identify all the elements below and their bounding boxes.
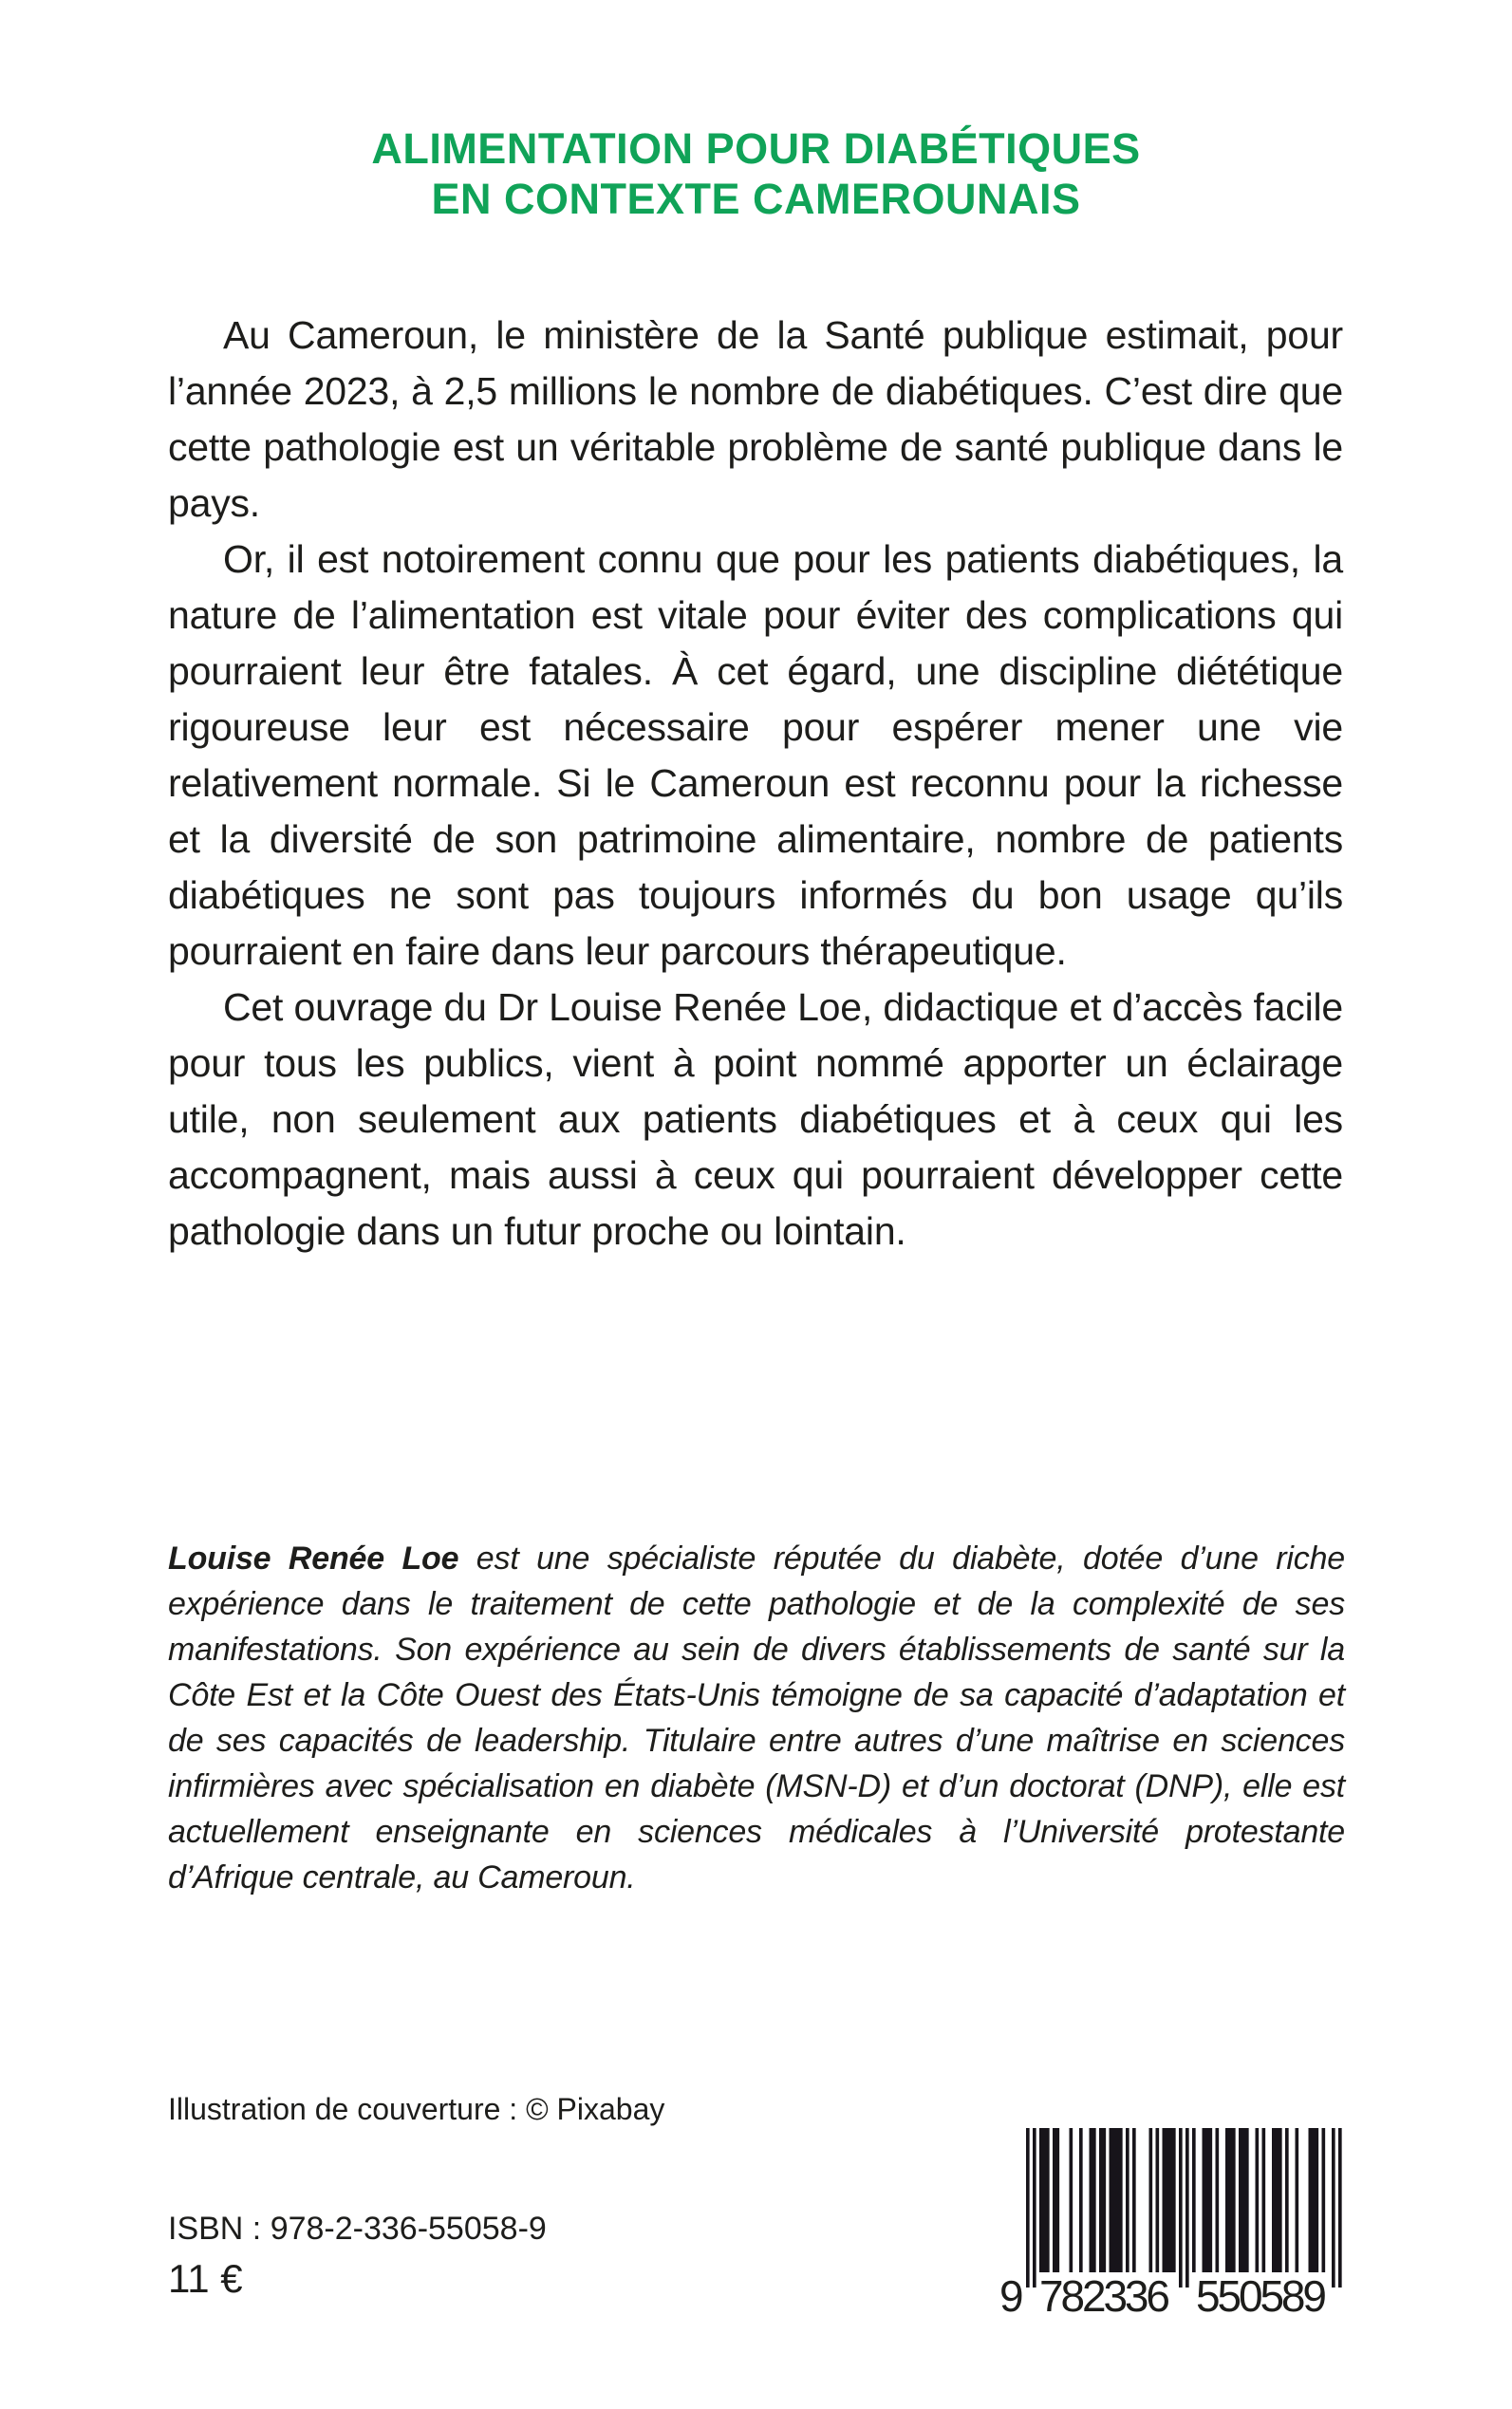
book-title-line-2: EN CONTEXTE CAMEROUNAIS	[431, 175, 1081, 223]
svg-text:782336: 782336	[1039, 2271, 1170, 2316]
synopsis-paragraph-1: Au Cameroun, le ministère de la Santé publique estimait, pour l’année 2023, à 2,5 millions le nombre de diabétiques. C’est dire que cette pathologie est un véritable problème de santé publique dans le pays.	[168, 313, 1343, 525]
synopsis-paragraph-3: Cet ouvrage du Dr Louise Renée Loe, didactique et d’accès facile pour tous les publics, vient à point nommé apporter un éclairage utile, non seulement aux patients diabétiques et à ceux qui les accompagnent, mais aussi à ceux qui pourraient développer cette pathologie dans un futur proche ou lointain.	[168, 985, 1343, 1253]
ean13-barcode	[999, 2128, 1353, 2316]
cover-illustration-credit: Illustration de couverture : © Pixabay	[168, 2092, 665, 2126]
svg-text:550589: 550589	[1196, 2271, 1327, 2316]
synopsis-section	[168, 308, 1343, 1260]
book-title	[0, 123, 1512, 224]
isbn-text: ISBN : 978-2-336-55058-9	[168, 2211, 547, 2247]
svg-text:9: 9	[999, 2271, 1024, 2316]
author-bio-text: est une spécialiste réputée du diabète, dotée d’une riche expérience dans le traitement de cette pathologie et de la complexité de ses manifestations. Son expérience au sein de divers établissements de santé sur la Côte Est et la Côte Ouest des États-Unis témoigne de sa capacité d’adaptation et de ses capacités de leadership. Titulaire entre autres d’une maîtrise en sciences infirmières avec spécialisation en diabète (MSN-D) et d’un doctorat (DNP), elle est actuellement enseignante en sciences médicales à l’Université protestante d’Afrique centrale, au Cameroun.	[168, 1541, 1345, 1895]
price-text: 11 €	[168, 2256, 243, 2301]
author-bio-section	[168, 1536, 1345, 1900]
barcode	[999, 2128, 1353, 2316]
synopsis-paragraph-2: Or, il est notoirement connu que pour les patients diabétiques, la nature de l’alimentation est vitale pour éviter des complications qui pourraient leur être fatales. À cet égard, une discipline diététique rigoureuse leur est nécessaire pour espérer mener une vie relativement normale. Si le Cameroun est reconnu pour la richesse et la diversité de son patrimoine alimentaire, nombre de patients diabétiques ne sont pas toujours informés du bon usage qu’ils pourraient en faire dans leur parcours thérapeutique.	[168, 537, 1343, 973]
book-title-line-1: ALIMENTATION POUR DIABÉTIQUES	[371, 124, 1141, 173]
author-name: Louise Renée Loe	[168, 1541, 459, 1577]
author-bio-paragraph	[168, 1536, 1345, 1900]
